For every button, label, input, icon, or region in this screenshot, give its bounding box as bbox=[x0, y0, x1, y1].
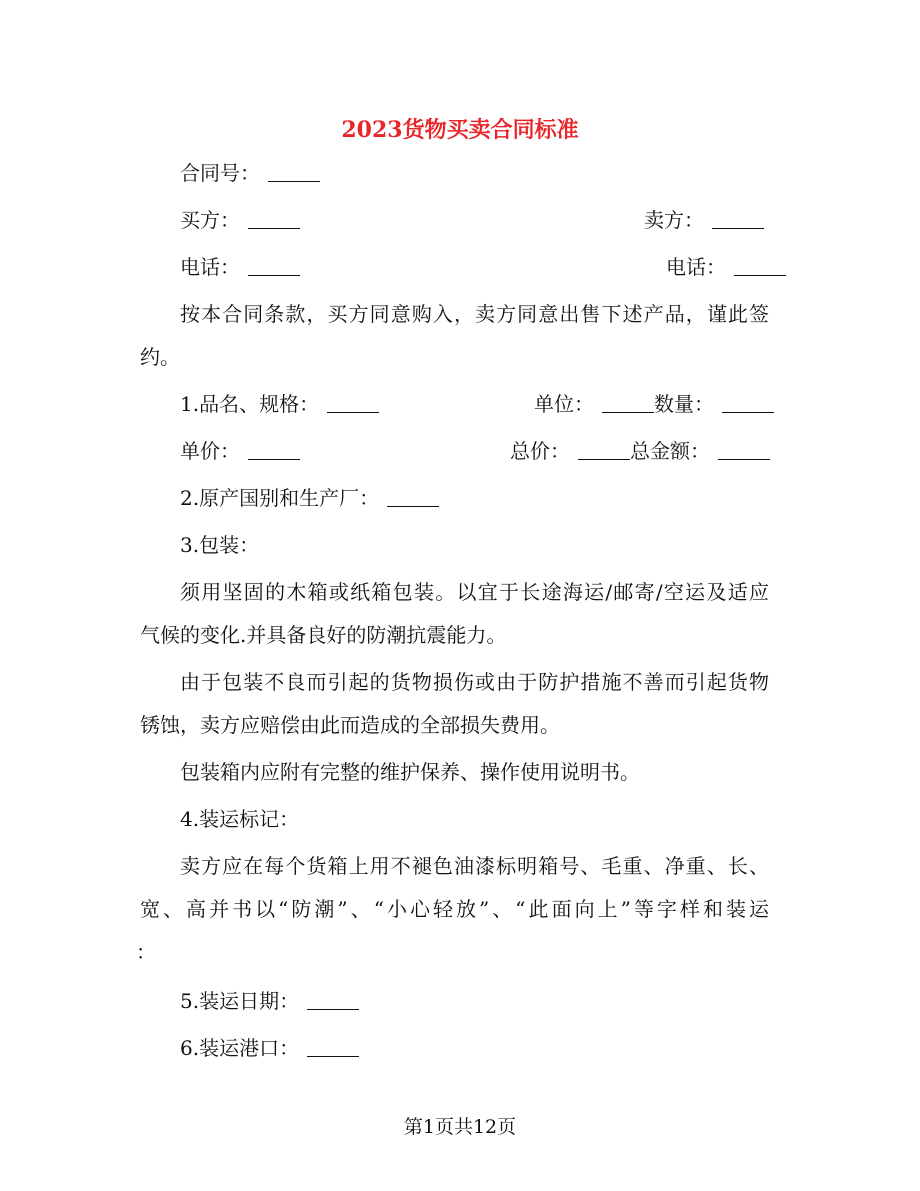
contract-number-field bbox=[180, 160, 320, 186]
blank-line bbox=[307, 1038, 359, 1057]
buyer-phone-field bbox=[180, 254, 300, 280]
unit-label: 单位： bbox=[534, 392, 594, 416]
item3-heading: 3.包装： bbox=[180, 533, 260, 557]
contract-number-label: 合同号： bbox=[180, 161, 260, 185]
blank-line bbox=[602, 394, 654, 413]
seller-phone-field bbox=[666, 254, 786, 280]
blank-line bbox=[307, 991, 359, 1010]
blank-line bbox=[268, 163, 320, 182]
buyer-label: 买方： bbox=[180, 208, 240, 232]
blank-line bbox=[718, 441, 770, 460]
page-footer: 第1页共12页 bbox=[403, 1116, 517, 1138]
blank-line bbox=[722, 394, 774, 413]
total-price-amount-field bbox=[510, 438, 770, 464]
packing-paragraph-2-line-1: 由于包装不良而引起的货物损伤或由于防护措施不善而引起货物 bbox=[180, 670, 769, 694]
item2-field bbox=[180, 485, 439, 511]
item5-label: 5.装运日期： bbox=[180, 989, 300, 1013]
blank-line bbox=[387, 488, 439, 507]
quantity-label: 数量： bbox=[654, 392, 714, 416]
item1-name-field bbox=[180, 391, 379, 417]
blank-line bbox=[734, 257, 786, 276]
item2-label: 2.原产国别和生产厂： bbox=[180, 486, 380, 510]
intro-line-2: 约。 bbox=[140, 345, 180, 369]
packing-paragraph-2-line-2: 锈蚀，卖方应赔偿由此而造成的全部损失费用。 bbox=[140, 713, 560, 737]
marking-paragraph-line-1: 卖方应在每个货箱上用不褪色油漆标明箱号、毛重、净重、长、 bbox=[180, 854, 769, 878]
intro-line-1: 按本合同条款，买方同意购入，卖方同意出售下述产品，谨此签 bbox=[180, 302, 769, 326]
unit-price-label: 单价： bbox=[180, 439, 240, 463]
seller-field bbox=[644, 207, 764, 233]
item1-unit-qty-field bbox=[534, 391, 774, 417]
blank-line bbox=[712, 210, 764, 229]
item1-name-label: 1.品名、规格： bbox=[180, 392, 320, 416]
seller-label: 卖方： bbox=[644, 208, 704, 232]
item6-label: 6.装运港口： bbox=[180, 1036, 300, 1060]
blank-line bbox=[327, 394, 379, 413]
total-price-label: 总价： bbox=[510, 439, 570, 463]
phone-label: 电话： bbox=[180, 255, 240, 279]
blank-line bbox=[248, 441, 300, 460]
item4-heading: 4.装运标记： bbox=[180, 807, 300, 831]
unit-price-field bbox=[180, 438, 300, 464]
marking-paragraph-line-3: ： bbox=[136, 940, 156, 964]
blank-line bbox=[248, 257, 300, 276]
phone-label: 电话： bbox=[666, 255, 726, 279]
item5-field bbox=[180, 988, 359, 1014]
document-title: 2023货物买卖合同标准 bbox=[341, 117, 579, 143]
buyer-field bbox=[180, 207, 300, 233]
total-amount-label: 总金额： bbox=[630, 439, 710, 463]
packing-paragraph-1-line-1: 须用坚固的木箱或纸箱包装。以宜于长途海运/邮寄/空运及适应 bbox=[180, 580, 769, 604]
packing-paragraph-1-line-2: 气候的变化.并具备良好的防潮抗震能力。 bbox=[140, 623, 507, 647]
packing-paragraph-3: 包装箱内应附有完整的维护保养、操作使用说明书。 bbox=[180, 760, 640, 784]
blank-line bbox=[578, 441, 630, 460]
item6-field bbox=[180, 1035, 359, 1061]
blank-line bbox=[248, 210, 300, 229]
marking-paragraph-line-2: 宽、高并书以“防潮”、“小心轻放”、“此面向上”等字样和装运 bbox=[140, 897, 769, 921]
